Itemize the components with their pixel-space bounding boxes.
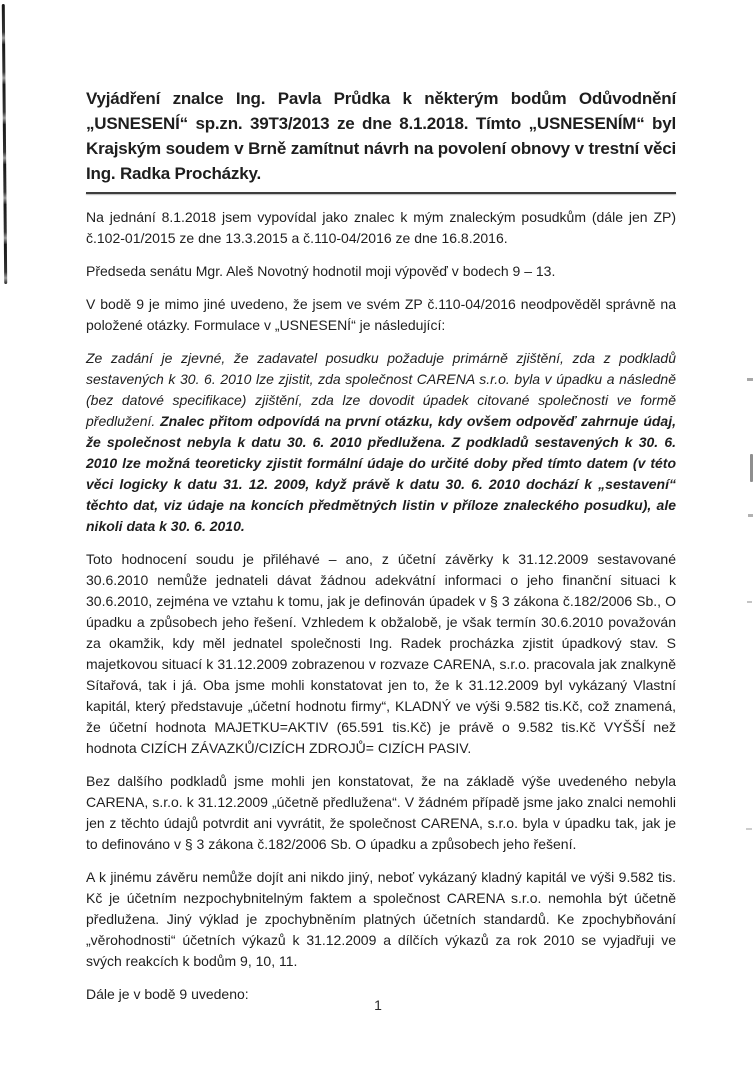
scan-artifact-right-edge (747, 601, 752, 603)
paragraph (86, 549, 676, 759)
header-divider (86, 192, 676, 194)
paragraph (86, 867, 676, 972)
text-segment: Dále je v bodě 9 uvedeno: (86, 986, 249, 1002)
document-title: Vyjádření znalce Ing. Pavla Průdka k některým bodům Odůvodnění „USNESENÍ“ sp.zn. 39T3/2013 ze dne 8.1.2018. Tímto „USNESENÍM“ byl Krajským soudem v Brně zamítnut návrh na povolení obnovy v trestní věci Ing. Radka Procházky. (86, 89, 676, 183)
text-segment: Na jednání 8.1.2018 jsem vypovídal jako znalec k mým znaleckým posudkům (dále jen ZP) č.102-01/2015 ze dne 13.3.2015 a č.110-04/2016 ze dne 16.8.2016. (86, 209, 676, 246)
text-segment: Ze zadání je zjevné, že zadavatel posudku požaduje primárně zjištění, zda z podkladů sestavených k 30. 6. 2010 lze zjistit, zda společnost CARENA s.r.o. byla v úpadku a následně (bez datové specifikace) zjištění, zda lze dovodit úpadek citované společnosti ve formě předlužení. (86, 350, 676, 429)
text-segment: Znalec přitom odpovídá na první otázku, kdy ovšem odpověď zahrnuje údaj, že společnost nebyla k datu 30. 6. 2010 předlužena. Z podkladů sestavených k 30. 6. 2010 lze možná teoreticky zjistit formální údaje do určité doby před tímto datem (v této věci logicky k datu 31. 12. 2009, když právě k datu 30. 6. 2010 dochází k „sestavení“ těchto dat, viz údaje na koncích předmětných listin v příloze znaleckého posudku), ale nikoli data k 30. 6. 2010. (86, 413, 676, 534)
text-segment: Bez dalšího podkladů jsme mohli jen konstatovat, že na základě výše uvedeného nebyla CARENA, s.r.o. k 31.12.2009 „účetně předlužena“. V žádném případě jsme jako znalci nemohli jen z těchto údajů potvrdit ani vyvrátit, že společnost CARENA, s.r.o. byla v úpadku tak, jak je to definováno v § 3 zákona č.182/2006 Sb. O úpadku a způsobech jeho řešení. (86, 773, 676, 852)
text-segment: A k jinému závěru nemůže dojít ani nikdo jiný, neboť vykázaný kladný kapitál ve výši 9.582 tis. Kč je účetním nezpochybnitelným faktem a společnost CARENA s.r.o. nemohla být účetně předlužena. Jiný výklad je zpochybněním platných účetních standardů. Ke zpochybňování „věrohodnosti“ účetních výkazů k 31.12.2009 a dílčích výkazů za rok 2010 se vyjadřuji ve svých reakcích k bodům 9, 10, 11. (86, 869, 676, 969)
paragraph (86, 294, 676, 336)
paragraph (86, 348, 676, 537)
page-number: 1 (374, 997, 382, 1013)
paragraph (86, 771, 676, 855)
scan-artifact-right-edge (747, 378, 753, 381)
scan-artifact-left-edge (2, 4, 7, 284)
scan-artifact-right-edge (746, 828, 752, 830)
paragraph (86, 207, 676, 249)
document-content (86, 86, 676, 1017)
paragraphs (86, 207, 676, 1005)
text-segment: V bodě 9 je mimo jiné uvedeno, že jsem ve svém ZP č.110-04/2016 neodpověděl správně na položené otázky. Formulace v „USNESENÍ“ je následující: (86, 296, 676, 333)
text-segment: Toto hodnocení soudu je přiléhavé – ano, z účetní závěrky k 31.12.2009 sestavované 30.6.2010 nemůže jednateli dávat žádnou adekvátní informaci o jeho finanční situaci k 30.6.2010, zejména ve vztahu k tomu, jak je definován úpadek v § 3 zákona č.182/2006 Sb., O úpadku a způsobech jeho řešení. Vzhledem k obžalobě, je však termín 30.6.2010 považován za okamžik, kdy měl jednatel společnosti Ing. Radek procházka zjistit úpadkový stav. S majetkovou situací k 31.12.2009 zobrazenou v rozvaze CARENA, s.r.o. pracovala jak znalkyně Sítařová, tak i já. Oba jsme mohli konstatovat jen to, že k 31.12.2009 byl vykázaný Vlastní kapitál, který představuje „účetní hodnotu firmy“, KLADNÝ ve výši 9.582 tis.Kč, což znamená, že účetní hodnota MAJETKU=AKTIV (65.591 tis.Kč) je právě o 9.582 tis.Kč VYŠŠÍ než hodnota CIZÍCH ZÁVAZKŮ/CIZÍCH ZDROJŮ= CIZÍCH PASIV. (86, 551, 676, 756)
paragraph (86, 261, 676, 282)
scan-artifact-right-edge (748, 514, 753, 517)
text-segment: Předseda senátu Mgr. Aleš Novotný hodnotil moji výpověď v bodech 9 – 13. (86, 263, 556, 279)
scan-artifact-right-edge (750, 454, 753, 482)
